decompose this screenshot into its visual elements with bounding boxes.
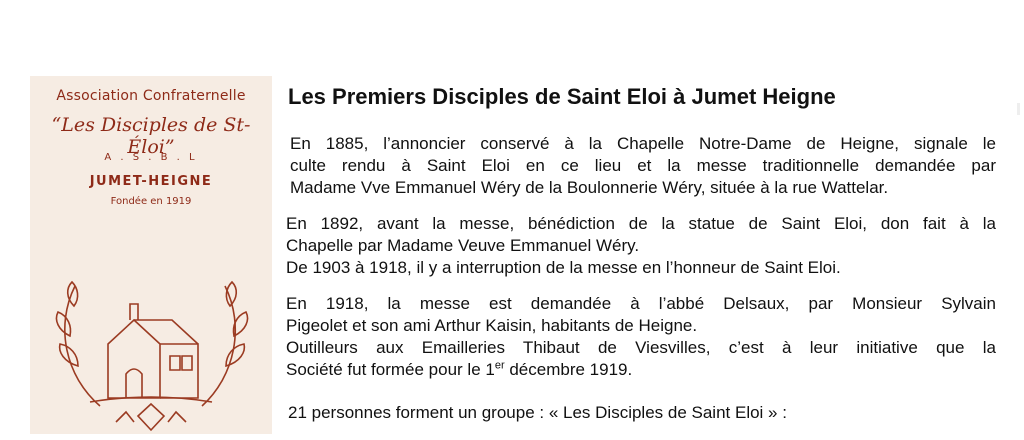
text-line: En 1918, la messe est demandée à l’abbé Delsaux, par Monsieur Sylvain — [286, 294, 996, 313]
emblem-asbl: A . S . B . L — [104, 152, 198, 163]
text-line: Outilleurs aux Emailleries Thibaut de Viesvilles, c’est à leur initiative que la — [286, 338, 996, 357]
paragraph-1918 — [286, 293, 996, 381]
paragraph-group: 21 personnes forment un groupe : « Les Disciples de Saint Eloi » : — [288, 403, 787, 422]
ordinal-superscript: er — [494, 359, 505, 372]
emblem-name: “Les Disciples de St-Éloi” — [51, 114, 251, 158]
paragraph-1885 — [286, 133, 996, 199]
text-line: Madame Vve Emmanuel Wéry de la Boulonnerie Wéry, située à la rue Wattelar. — [290, 178, 889, 197]
text-line: En 1885, l’annoncier conservé à la Chapelle Notre-Dame de Heigne, signale le — [290, 134, 996, 153]
text-fragment: Société fut formée pour le 1 — [286, 360, 495, 379]
text-line: Chapelle par Madame Veuve Emmanuel Wéry. — [286, 236, 640, 255]
emblem-association-label: Association Confraternelle — [56, 88, 246, 104]
emblem-founded: Fondée en 1919 — [110, 196, 192, 207]
paragraph-1892 — [286, 213, 996, 279]
text-line: De 1903 à 1918, il y a interruption de la messe en l’honneur de Saint Eloi. — [286, 258, 841, 277]
text-fragment: décembre 1919. — [504, 360, 633, 379]
text-line: Pigeolet et son ami Arthur Kaisin, habitants de Heigne. — [286, 316, 698, 335]
edge-mark — [1017, 103, 1020, 115]
page-title: Les Premiers Disciples de Saint Eloi à Jumet Heigne — [288, 84, 836, 109]
text-line: culte rendu à Saint Eloi en ce lieu et la messe traditionnelle demandée par — [290, 156, 996, 175]
association-emblem-image — [30, 76, 272, 434]
text-line: En 1892, avant la messe, bénédiction de la statue de Saint Eloi, don fait à la — [286, 214, 996, 233]
emblem-location: JUMET-HEIGNE — [89, 174, 213, 189]
chapel-wreath-illustration — [30, 216, 272, 434]
text-line — [286, 359, 996, 381]
